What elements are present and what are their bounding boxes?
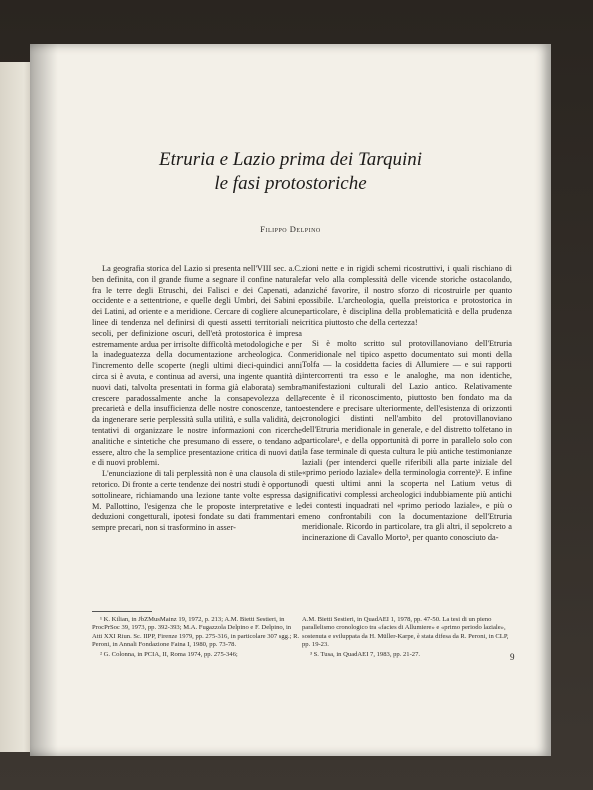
footnote: ² G. Colonna, in PCIA, II, Roma 1974, pp. 275-346; bbox=[100, 650, 238, 658]
paragraph: L'enunciazione di tali perplessità non è una clausola di stile retorico. Di fronte a certe tendenze dei nostri studi è opportuno sottolineare, richiamando una lezione tante volte espressa da M. Pallottino, l'esigenza che le proposte interpretative e le deduzioni congetturali, ipotesi fondate su dati frammentari e sempre precari, non si trasformino in asser- bbox=[92, 469, 302, 533]
author-name: Filippo Delpino bbox=[260, 224, 321, 234]
paragraph: zioni nette e in rigidi schemi ricostruttivi, i quali rischiano di far velo alla complessità delle vicende storiche ostacolando, anziché favorire, il nostro sforzo di ricostruirle per quanto possibile. L'archeologia, quella preistorica e protostorica in particolare, è disciplina della problematicità e della prudenza critica piuttosto che della certezza! bbox=[302, 264, 512, 327]
footnotes-left bbox=[92, 616, 302, 660]
footnote: ¹ K. Kilian, in JbZMusMainz 19, 1972, p. 213; A.M. Bietti Sestieri, in ProcPrSoc 39, 1973, pp. 392-393; M.A. Fugazzola Delpino e F. Delpino, in Atti XXI Riun. Sc. IIPP, Firenze 1979, pp. 275-316, in particolare 307 sgg.; R. Peroni, in Annali Fondazione Faina I, 1980, pp. 73-78. bbox=[92, 616, 300, 649]
chapter-title-line-1: Etruria e Lazio prima dei Tarquini bbox=[158, 149, 423, 170]
body-column-left bbox=[92, 264, 302, 534]
footnote: A.M. Bietti Sestieri, in QuadAEI 1, 1978, pp. 47-50. La tesi di un pieno parallelismo cronologico tra «facies di Allumiere» e «primo periodo laziale», sostenuta e sviluppata da H. Müller-Karpe, è stata difesa da R. Peroni, in CLP, pp. 19-23. bbox=[302, 616, 509, 649]
paragraph: La geografia storica del Lazio si presenta nell'VIII sec. a.C. ben definita, con il grande fiume a segnare il confine naturale fra le terre degli Etruschi, dei Falisci e dei Capenati, ad occidente e a settentrione, e quelle degli Umbri, dei Sabini e dei Latini, ad oriente e a meridione. Cercare di cogliere alcune linee di tendenza nel definirsi di questi assetti territoriali nei secoli, per definizione oscuri, dell'età protostorica è impresa estremamente ardua per irrisolte difficoltà metodologiche e per la inadeguatezza della documentazione archeologica. Con l'incremento delle scoperte (negli ultimi dieci-quindici anni circa si è avuta, e continua ad aversi, una ingente quantità di nuovi dati, talvolta presentati in forma già elaborata) sembra crescere paradossalmente anche la consapevolezza della precarietà e della insufficienza delle nostre conoscenze, tanto da ingenerare serie perplessità sulla utilità, e sulla validità, dei tentativi di organizzare le nostre informazioni con ricerche analitiche e sintetiche che presumano di essere, o tendano ad essere, altro che la semplice presentazione critica di nuovi dati e di nuovi problemi. bbox=[92, 264, 302, 468]
footnotes-right bbox=[302, 616, 512, 660]
paragraph: Si è molto scritto sul protovillanoviano dell'Etruria meridionale nel tipico aspetto documentato sui monti della Tolfa — la cosiddetta facies di Allumiere — e sui rapporti intercorrenti tra esso e le analoghe, ma non identiche, manifestazioni culturali del Lazio antico. Relativamente recente è il riconoscimento, piuttosto ben fondato ma da estendere e precisare ulteriormente, dell'esistenza di orizzonti cronologici distinti nell'ambito del protovillanoviano dell'Etruria meridionale in generale, e del distretto tolfetano in particolare¹, e della opportunità di porre in parallelo solo con la fase terminale di questa cultura le più antiche testimonianze laziali (per intenderci quelle riferibili alla parte iniziale del «primo periodo laziale» della terminologia corrente)². E infine di questi ultimi anni la scoperta nel Latium vetus di significativi complessi archeologici indubbiamente più antichi dei contesti inquadrati nel «primo periodo laziale», e più o meno confrontabili con la documentazione dell'Etruria meridionale. Ricordo in particolare, tra gli altri, il sepolcreto a incinerazione di Cavallo Morto³, per quanto conosciuto da- bbox=[302, 338, 512, 543]
footnote: ³ S. Tusa, in QuadAEI 7, 1983, pp. 21-27. bbox=[310, 650, 421, 658]
footnote-rule bbox=[92, 611, 152, 612]
body-column-right bbox=[302, 264, 512, 544]
book-page bbox=[30, 44, 551, 756]
page-number: 9 bbox=[510, 652, 515, 662]
chapter-title-line-2: le fasi protostoriche bbox=[214, 173, 367, 194]
